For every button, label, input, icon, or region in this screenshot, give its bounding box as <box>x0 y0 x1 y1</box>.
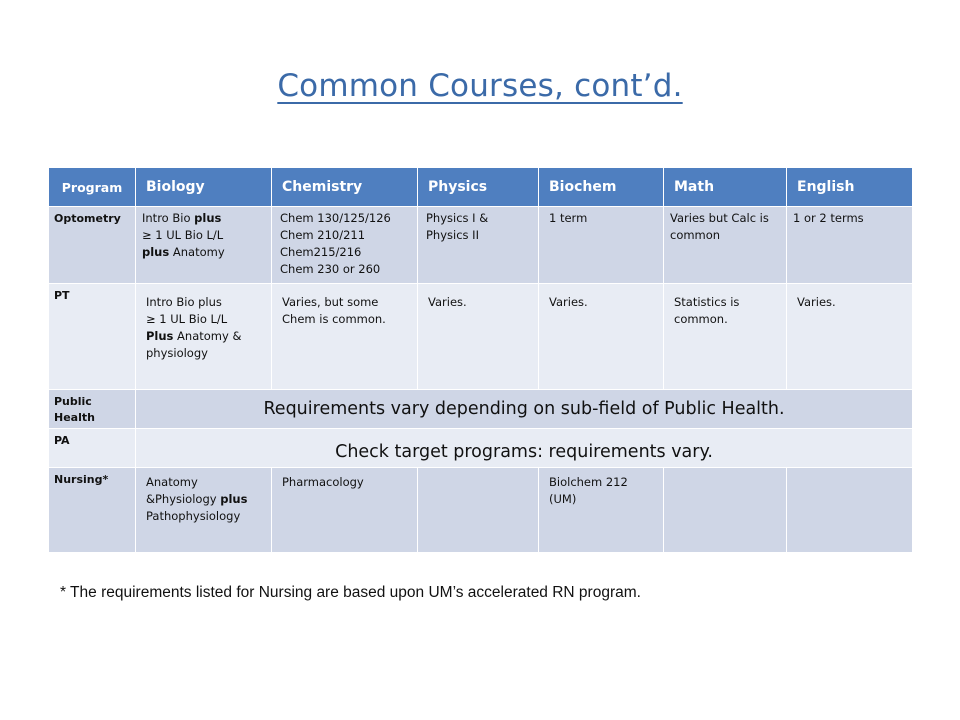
cell-text-bold: plus <box>142 245 170 259</box>
cell-text: Anatomy <box>169 245 225 259</box>
cell-nursing-english <box>787 468 913 553</box>
header-biochem: Biochem <box>539 168 664 207</box>
cell-optometry-math <box>664 207 787 284</box>
common-courses-table <box>48 167 913 553</box>
cell-nursing-biology <box>136 468 272 553</box>
cell-nursing-physics <box>418 468 539 553</box>
row-label-optometry: Optometry <box>49 207 136 284</box>
cell-text: Intro Bio plus <box>146 295 222 309</box>
cell-text: Anatomy & <box>173 329 242 343</box>
cell-text: Anatomy <box>146 475 198 489</box>
cell-text: Chem is common. <box>282 312 386 326</box>
cell-optometry-biochem: 1 term <box>539 207 664 284</box>
page-title: Common Courses, cont’d. <box>277 68 683 104</box>
cell-optometry-chemistry <box>272 207 418 284</box>
header-math: Math <box>664 168 787 207</box>
cell-text: Varies but Calc is <box>670 211 769 225</box>
cell-optometry-physics <box>418 207 539 284</box>
header-biology: Biology <box>136 168 272 207</box>
cell-text: common. <box>674 312 728 326</box>
cell-text: Chem 130/125/126 <box>280 211 391 225</box>
cell-text: Public <box>54 395 92 408</box>
cell-nursing-math <box>664 468 787 553</box>
cell-optometry-english: 1 or 2 terms <box>787 207 913 284</box>
cell-text: Physics I & <box>426 211 489 225</box>
cell-text: ≥ 1 UL Bio L/L <box>146 312 228 326</box>
header-row <box>49 168 913 207</box>
cell-nursing-biochem <box>539 468 664 553</box>
cell-pt-biochem: Varies. <box>539 284 664 390</box>
footnote: * The requirements listed for Nursing are based upon UM’s accelerated RN program. <box>60 584 641 601</box>
cell-text: Chem215/216 <box>280 245 362 259</box>
cell-text: &Physiology <box>146 492 221 506</box>
cell-text: (UM) <box>549 492 577 506</box>
cell-text: Biolchem 212 <box>549 475 628 489</box>
row-label-public-health <box>49 390 136 429</box>
cell-pt-physics: Varies. <box>418 284 539 390</box>
cell-pt-english: Varies. <box>787 284 913 390</box>
cell-pt-chemistry <box>272 284 418 390</box>
cell-text: Chem 210/211 <box>280 228 366 242</box>
cell-text: Pathophysiology <box>146 509 241 523</box>
header-physics: Physics <box>418 168 539 207</box>
cell-pt-math <box>664 284 787 390</box>
header-english: English <box>787 168 913 207</box>
table-row-optometry <box>49 207 913 284</box>
table-row-public-health <box>49 390 913 429</box>
cell-text-bold: Plus <box>146 329 174 343</box>
header-program: Program <box>49 168 136 207</box>
header-chemistry: Chemistry <box>272 168 418 207</box>
cell-text: physiology <box>146 346 208 360</box>
public-health-note: Requirements vary depending on sub-field of Public Health. <box>136 390 913 429</box>
cell-text: Physics II <box>426 228 479 242</box>
cell-text: Varies, but some <box>282 295 379 309</box>
cell-text-bold: plus <box>194 211 222 225</box>
cell-text: ≥ 1 UL Bio L/L <box>142 228 224 242</box>
cell-text-bold: plus <box>220 492 248 506</box>
cell-text: Statistics is <box>674 295 740 309</box>
cell-optometry-biology <box>136 207 272 284</box>
table-row-pt <box>49 284 913 390</box>
row-label-pa: PA <box>49 429 136 468</box>
cell-pt-biology <box>136 284 272 390</box>
pa-note: Check target programs: requirements vary. <box>136 429 913 468</box>
cell-nursing-chemistry: Pharmacology <box>272 468 418 553</box>
cell-text: Chem 230 or 260 <box>280 262 381 276</box>
cell-text: common <box>670 228 721 242</box>
table-row-pa <box>49 429 913 468</box>
cell-text: Health <box>54 411 95 424</box>
row-label-nursing: Nursing* <box>49 468 136 553</box>
cell-text: Intro Bio <box>142 211 195 225</box>
row-label-pt: PT <box>49 284 136 390</box>
table-row-nursing <box>49 468 913 553</box>
